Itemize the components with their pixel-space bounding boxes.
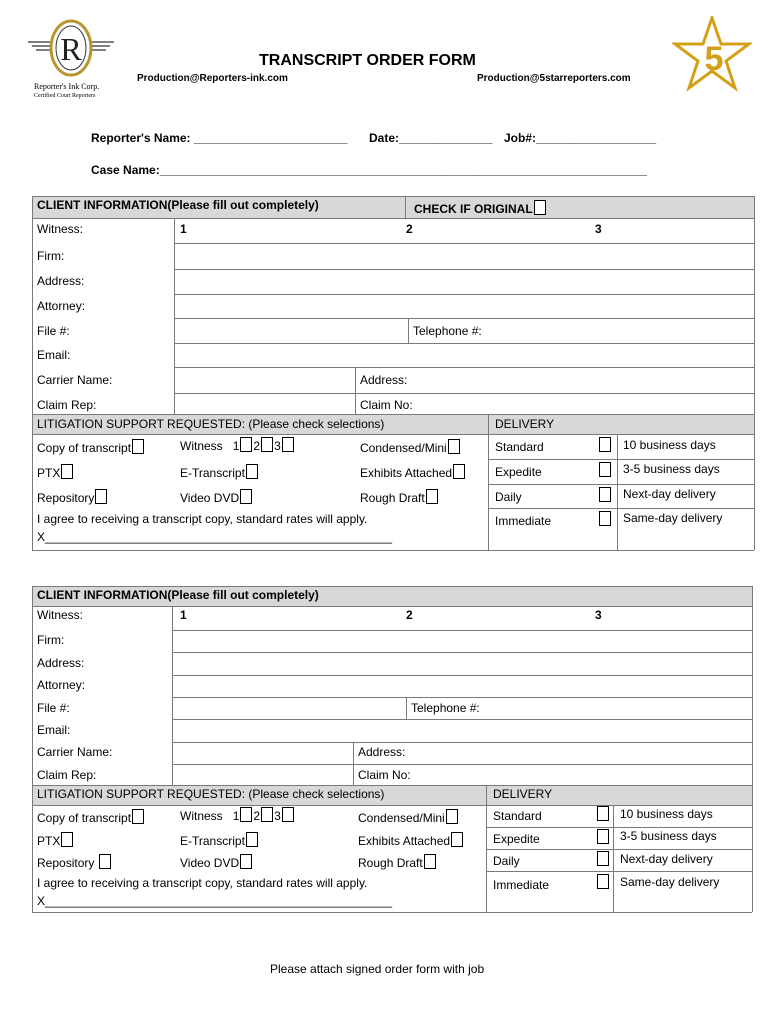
witness-3-field[interactable]: 3 [595,222,602,236]
witness-2-field[interactable]: 2 [406,222,413,236]
condensed-mini-checkbox-2[interactable] [446,809,458,824]
delivery-daily-label: Daily [495,490,522,504]
delivery-expedite-label-2: Expedite [493,832,540,846]
copy-of-transcript-checkbox-2[interactable] [132,809,144,824]
form-title: TRANSCRIPT ORDER FORM [259,52,476,69]
email-5star: Production@5starreporters.com [477,73,631,84]
witness-select-2-checkbox[interactable] [261,437,273,452]
witness-select-option[interactable]: Witness 1 2 3 [180,437,295,453]
ptx-checkbox-2[interactable] [61,832,73,847]
telephone-label: Telephone #: [413,324,482,338]
carrier-name-label: Carrier Name: [37,373,113,387]
delivery-header: DELIVERY [495,417,555,431]
delivery-immediate-label: Immediate [495,514,552,528]
telephone-label-2: Telephone #: [411,701,480,715]
rough-draft-option-2[interactable]: Rough Draft [358,854,436,870]
five-star-logo [672,16,752,92]
address-label-2: Address: [37,656,85,670]
reporters-ink-logo-mark [26,18,116,88]
footer-note: Please attach signed order form with job [270,962,485,976]
delivery-standard-time-2: 10 business days [620,807,713,821]
carrier-name-label-2: Carrier Name: [37,745,113,759]
agreement-text: I agree to receiving a transcript copy, standard rates will apply. [37,512,368,526]
e-transcript-option-2[interactable]: E-Transcript [180,832,258,848]
claim-no-label-2: Claim No: [358,768,411,782]
delivery-header-2: DELIVERY [493,787,553,801]
date-field[interactable]: Date:______________ [369,131,493,145]
witness-select-1-checkbox-2[interactable] [240,807,252,822]
repository-checkbox-2[interactable] [99,854,111,869]
delivery-expedite-checkbox[interactable] [599,462,611,477]
delivery-daily-checkbox-2[interactable] [597,851,609,866]
rough-draft-option[interactable]: Rough Draft [360,489,438,505]
delivery-expedite-time-2: 3-5 business days [620,829,717,843]
delivery-immediate-time: Same-day delivery [623,511,723,525]
reporter-name-field[interactable]: Reporter's Name: _______________________ [91,131,348,145]
ptx-option-2[interactable]: PTX [37,832,73,848]
delivery-daily-time-2: Next-day delivery [620,852,713,866]
delivery-expedite-time: 3-5 business days [623,462,720,476]
video-dvd-option[interactable]: Video DVD [180,489,252,505]
signature-line[interactable]: X____________________________________________________ [37,530,393,544]
delivery-standard-label-2: Standard [493,809,542,823]
job-number-field[interactable]: Job#:__________________ [504,131,657,145]
e-transcript-checkbox[interactable] [246,464,258,479]
delivery-daily-checkbox[interactable] [599,487,611,502]
svg-text:R: R [60,31,82,67]
delivery-immediate-checkbox-2[interactable] [597,874,609,889]
condensed-mini-option[interactable]: Condensed/Mini [360,439,460,455]
delivery-daily-label-2: Daily [493,854,520,868]
litigation-header: LITIGATION SUPPORT REQUESTED: (Please check selections) [37,417,385,431]
carrier-address-label: Address: [360,373,408,387]
file-number-label-2: File #: [37,701,70,715]
exhibits-attached-checkbox[interactable] [453,464,465,479]
litigation-header-2: LITIGATION SUPPORT REQUESTED: (Please check selections) [37,787,385,801]
claim-no-label: Claim No: [360,398,413,412]
witness-label-2: Witness: [37,608,84,622]
email-label-2: Email: [37,723,71,737]
delivery-expedite-label: Expedite [495,465,542,479]
delivery-immediate-label-2: Immediate [493,878,550,892]
attorney-label: Attorney: [37,299,86,313]
logo-company-tagline: Certified Court Reporters [34,93,96,99]
repository-option[interactable]: Repository [37,489,107,505]
witness-1-field-2[interactable]: 1 [180,608,187,622]
firm-label-2: Firm: [37,633,65,647]
copy-of-transcript-option-2[interactable]: Copy of transcript [37,809,144,825]
check-if-original-checkbox[interactable] [534,200,546,215]
delivery-daily-time: Next-day delivery [623,487,716,501]
rough-draft-checkbox[interactable] [426,489,438,504]
delivery-standard-time: 10 business days [623,438,716,452]
video-dvd-checkbox-2[interactable] [240,854,252,869]
condensed-mini-checkbox[interactable] [448,439,460,454]
client-info-header: CLIENT INFORMATION(Please fill out completely) [37,198,319,212]
delivery-immediate-checkbox[interactable] [599,511,611,526]
witness-2-field-2[interactable]: 2 [406,608,413,622]
client-info-header-2: CLIENT INFORMATION(Please fill out completely) [37,588,319,602]
witness-3-field-2[interactable]: 3 [595,608,602,622]
file-number-label: File #: [37,324,70,338]
copy-of-transcript-option[interactable]: Copy of transcript [37,439,144,455]
exhibits-attached-checkbox-2[interactable] [451,832,463,847]
repository-option-2[interactable]: Repository [37,854,111,870]
delivery-standard-checkbox[interactable] [599,437,611,452]
repository-checkbox[interactable] [95,489,107,504]
reporters-ink-logo [26,18,116,104]
delivery-standard-label: Standard [495,440,544,454]
firm-label: Firm: [37,249,65,263]
email-reporters-ink: Production@Reporters-ink.com [137,73,288,84]
claim-rep-label: Claim Rep: [37,398,97,412]
exhibits-attached-option-2[interactable]: Exhibits Attached [358,832,463,848]
attorney-label-2: Attorney: [37,678,86,692]
exhibits-attached-option[interactable]: Exhibits Attached [360,464,465,480]
e-transcript-option[interactable]: E-Transcript [180,464,258,480]
witness-select-2-checkbox-2[interactable] [261,807,273,822]
star-logo-number: 5 [704,40,724,78]
delivery-standard-checkbox-2[interactable] [597,806,609,821]
ptx-checkbox[interactable] [61,464,73,479]
address-label: Address: [37,274,85,288]
case-name-field[interactable]: Case Name:_________________________________________________________________________ [91,163,647,177]
condensed-mini-option-2[interactable]: Condensed/Mini [358,809,458,825]
logo-company-name: Reporter's Ink Corp. [34,82,100,91]
delivery-immediate-time-2: Same-day delivery [620,875,720,889]
video-dvd-option-2[interactable]: Video DVD [180,854,252,870]
delivery-expedite-checkbox-2[interactable] [597,829,609,844]
claim-rep-label-2: Claim Rep: [37,768,97,782]
witness-label: Witness: [37,222,84,236]
email-label: Email: [37,348,71,362]
video-dvd-checkbox[interactable] [240,489,252,504]
witness-select-option-2[interactable]: Witness 1 2 3 [180,807,295,823]
e-transcript-checkbox-2[interactable] [246,832,258,847]
carrier-address-label-2: Address: [358,745,406,759]
check-if-original-label: CHECK IF ORIGINAL [414,200,546,216]
agreement-text-2: I agree to receiving a transcript copy, standard rates will apply. [37,876,368,890]
witness-select-3-checkbox-2[interactable] [282,807,294,822]
rough-draft-checkbox-2[interactable] [424,854,436,869]
witness-1-field[interactable]: 1 [180,222,187,236]
copy-of-transcript-checkbox[interactable] [132,439,144,454]
star-icon [672,16,752,92]
signature-line-2[interactable]: X____________________________________________________ [37,894,393,908]
ptx-option[interactable]: PTX [37,464,73,480]
witness-select-3-checkbox[interactable] [282,437,294,452]
witness-select-1-checkbox[interactable] [240,437,252,452]
